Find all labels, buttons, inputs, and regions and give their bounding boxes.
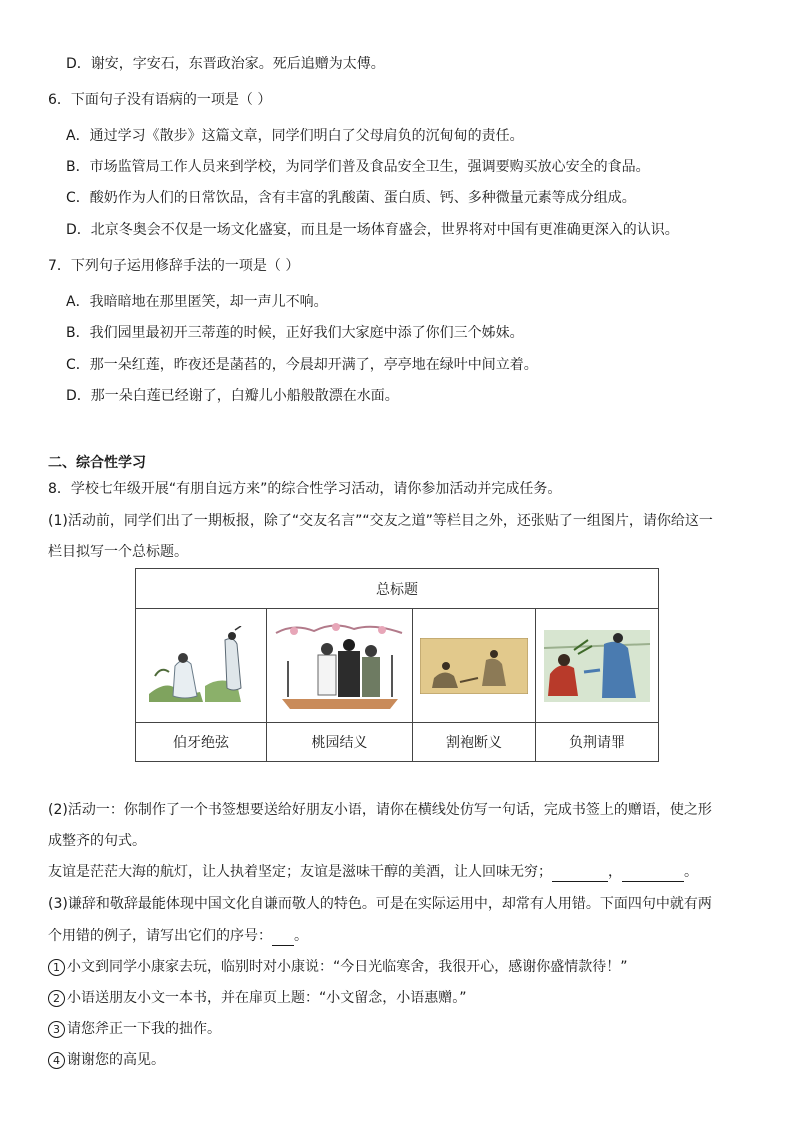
question-7-option-d: D．那一朵白莲已经谢了，白瓣儿小船般散漂在水面。 (66, 388, 399, 404)
sentence-end: 。 (684, 864, 698, 880)
part3-end: 。 (294, 928, 308, 944)
picture-cell-3 (413, 609, 536, 723)
item-text: 小语送朋友小文一本书，并在扉页上题：“小文留念，小语惠赠。” (67, 990, 467, 1006)
question-7-option-b: B．我们园里最初开三蒂莲的时候，正好我们大家庭中添了你们三个姊妹。 (66, 325, 524, 341)
item-text: 小文到同学小康家去玩，临别时对小康说：“今日光临寒舍，我很开心，感谢你盛情款待！” (67, 959, 628, 975)
question-7-option-a: A．我暗暗地在那里匿笑，却一声儿不响。 (66, 294, 328, 310)
part2-line2: 成整齐的句式。 (48, 833, 146, 849)
circled-number-1: 1 (48, 959, 65, 976)
question-6-option-c: C．酸奶作为人们的日常饮品，含有丰富的乳酸菌、蛋白质、钙、多种微量元素等成分组成。 (66, 190, 636, 206)
caption-gepao: 割袍断义 (413, 723, 536, 762)
picture-cell-2 (267, 609, 413, 723)
caption-fujing: 负荆请罪 (536, 723, 659, 762)
item-text: 谢谢您的高见。 (67, 1052, 165, 1068)
section-heading: 二、综合性学习 (48, 455, 146, 471)
item-text: 请您斧正一下我的拙作。 (67, 1021, 221, 1037)
circled-number-3: 3 (48, 1021, 65, 1038)
answer-blank-1[interactable] (552, 865, 608, 882)
part2-sentence: 友谊是茫茫大海的航灯，让人执着坚定；友谊是滋味干醇的美酒，让人回味无穷； (48, 864, 552, 880)
question-5-option-d: D．谢安，字安石，东晋政治家。死后追赠为太傅。 (66, 56, 385, 72)
list-item (48, 957, 628, 977)
question-7-stem: 7．下列句子运用修辞手法的一项是（ ） (48, 258, 300, 274)
caption-boya: 伯牙绝弦 (136, 723, 267, 762)
question-6-stem: 6．下面句子没有语病的一项是（ ） (48, 92, 272, 108)
caption-taoyuan: 桃园结义 (267, 723, 413, 762)
part3-line1: (3)谦辞和敬辞最能体现中国文化自谦而敬人的特色。可是在实际运用中，却常有人用错。下面四句中就有两 (48, 896, 712, 912)
boya-picture (145, 626, 257, 706)
part2-line1: (2)活动一：你制作了一个书签想要送给好朋友小语，请你在横线处仿写一句话，完成书签上的赠语，使之形 (48, 802, 712, 818)
circled-number-4: 4 (48, 1052, 65, 1069)
picture-cell-4 (536, 609, 659, 723)
list-item (48, 1050, 165, 1070)
part3-line2 (48, 926, 308, 946)
fujing-picture (544, 630, 650, 702)
part3-prompt: 个用错的例子，请写出它们的序号： (48, 928, 272, 944)
question-6-option-a: A．通过学习《散步》这篇文章，同学们明白了父母肩负的沉甸甸的责任。 (66, 128, 524, 144)
taoyuan-picture (274, 621, 406, 711)
part1-line2: 栏目拟写一个总标题。 (48, 544, 188, 560)
question-8-stem: 8．学校七年级开展“有朋自远方来”的综合性学习活动，请你参加活动并完成任务。 (48, 481, 562, 497)
board-header: 总标题 (136, 569, 659, 609)
part1-line1: (1)活动前，同学们出了一期板报，除了“交友名言”“交友之道”等栏目之外，还张贴了一组图片，请你给这一 (48, 513, 713, 529)
list-item (48, 1019, 221, 1039)
part2-line3 (48, 862, 698, 882)
question-6-option-d: D．北京冬奥会不仅是一场文化盛宴，而且是一场体育盛会，世界将对中国有更准确更深入的认识。 (66, 222, 679, 238)
picture-board-table (135, 568, 659, 762)
gepao-picture (420, 638, 528, 694)
picture-cell-1 (136, 609, 267, 723)
blank-separator: ， (608, 864, 622, 880)
question-7-option-c: C．那一朵红莲，昨夜还是菡萏的，今晨却开满了，亭亭地在绿叶中间立着。 (66, 357, 538, 373)
circled-number-2: 2 (48, 990, 65, 1007)
list-item (48, 988, 467, 1008)
answer-blank-2[interactable] (622, 865, 684, 882)
answer-blank-3[interactable] (272, 929, 294, 946)
question-6-option-b: B．市场监管局工作人员来到学校，为同学们普及食品安全卫生，强调要购买放心安全的食品。 (66, 159, 650, 175)
